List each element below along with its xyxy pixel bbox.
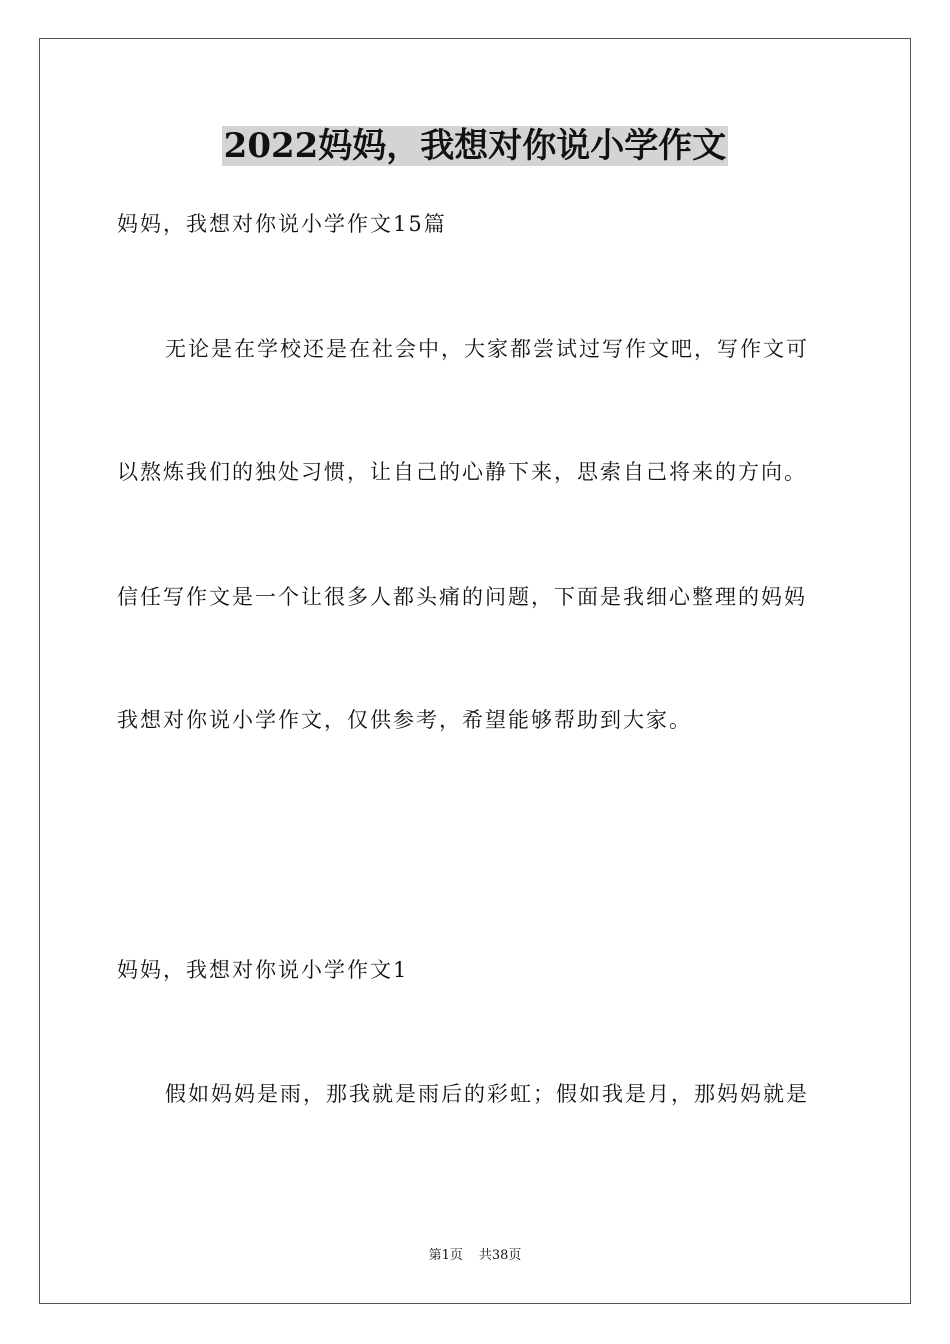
paragraph-line: 无论是在学校还是在社会中，大家都尝试过写作文吧，写作文可 bbox=[165, 337, 809, 361]
paragraph-line: 假如妈妈是雨，那我就是雨后的彩虹；假如我是月，那妈妈就是 bbox=[165, 1082, 809, 1106]
document-title bbox=[0, 124, 950, 168]
paragraph-line: 信任写作文是一个让很多人都头痛的问题，下面是我细心整理的妈妈 bbox=[117, 585, 807, 609]
page-number: 第1页 bbox=[428, 1248, 463, 1263]
document-title-text: 2022妈妈，我想对你说小学作文 bbox=[223, 126, 727, 166]
page-footer bbox=[0, 1246, 950, 1266]
section-heading: 妈妈，我想对你说小学作文1 bbox=[117, 958, 409, 982]
page-total: 共38页 bbox=[478, 1248, 522, 1263]
paragraph-line: 我想对你说小学作文，仅供参考，希望能够帮助到大家。 bbox=[117, 708, 692, 732]
paragraph-line: 以熬炼我们的独处习惯，让自己的心静下来，思索自己将来的方向。 bbox=[117, 460, 807, 484]
subtitle-line: 妈妈，我想对你说小学作文15篇 bbox=[117, 212, 447, 236]
